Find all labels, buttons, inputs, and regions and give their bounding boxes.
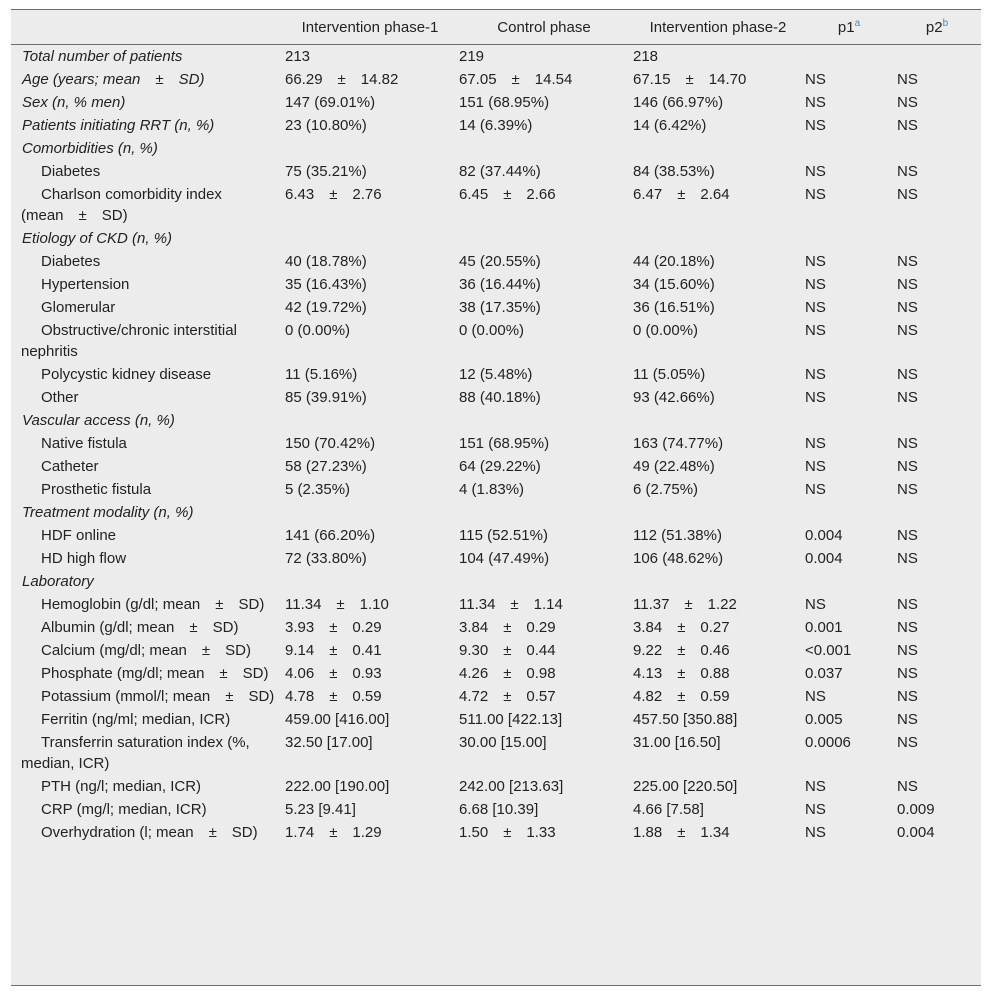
intervention-phase-2-value: 44 (20.18%) — [633, 253, 715, 270]
intervention-phase-2-value: 14 (6.42%) — [633, 117, 707, 134]
control-phase-value: 38 (17.35%) — [459, 299, 541, 316]
p1-value: 0.001 — [805, 619, 843, 636]
p2-value: 0.009 — [897, 801, 935, 818]
footnote-a-link[interactable]: a — [854, 17, 861, 29]
row-label: Diabetes — [41, 253, 101, 270]
row-label: Polycystic kidney disease — [41, 366, 212, 383]
table-row — [11, 455, 981, 478]
p2-value: NS — [897, 665, 918, 682]
p2-value — [893, 501, 981, 524]
control-phase-value: 12 (5.48%) — [459, 366, 533, 383]
intervention-phase-1-value: 66.29 ± 14.82 — [285, 71, 399, 88]
table-row — [11, 183, 981, 227]
intervention-phase-2-value: 9.22 ± 0.46 — [633, 642, 730, 659]
header-label — [11, 10, 283, 45]
intervention-phase-2-value: 3.84 ± 0.27 — [633, 619, 730, 636]
p1-value: NS — [805, 596, 826, 613]
intervention-phase-2-value: 93 (42.66%) — [633, 389, 715, 406]
intervention-phase-2-value: 0 (0.00%) — [633, 322, 699, 339]
p2-value: NS — [897, 276, 918, 293]
p2-value: NS — [897, 481, 918, 498]
header-p1 — [805, 10, 893, 45]
p2-value — [893, 137, 981, 160]
table-row — [11, 708, 981, 731]
control-phase-value — [457, 227, 631, 250]
p2-value: NS — [897, 253, 918, 270]
row-label: Laboratory — [22, 573, 94, 590]
control-phase-value: 151 (68.95%) — [459, 94, 550, 111]
intervention-phase-1-value — [283, 137, 457, 160]
p1-value: NS — [805, 117, 826, 134]
intervention-phase-2-value: 106 (48.62%) — [633, 550, 724, 567]
intervention-phase-1-value: 213 — [285, 48, 311, 65]
data-table-panel — [11, 9, 981, 986]
header-intervention-phase-1: Intervention phase-1 — [283, 10, 457, 45]
header-control-phase: Control phase — [457, 10, 631, 45]
p2-value — [893, 227, 981, 250]
table-row — [11, 798, 981, 821]
row-label: Transferrin saturation index (%, median, ICR) — [21, 734, 250, 772]
p1-value: NS — [805, 253, 826, 270]
p2-value: NS — [897, 642, 918, 659]
p1-value: NS — [805, 801, 826, 818]
p2-value: NS — [897, 596, 918, 613]
intervention-phase-2-value: 11.37 ± 1.22 — [633, 596, 737, 613]
intervention-phase-1-value: 459.00 [416.00] — [285, 711, 390, 728]
control-phase-value: 6.68 [10.39] — [459, 801, 539, 818]
table-row — [11, 478, 981, 501]
table-row — [11, 570, 981, 593]
row-label: Phosphate (mg/dl; mean ± SD) — [41, 665, 269, 682]
row-label: Etiology of CKD (n, %) — [22, 230, 173, 247]
control-phase-value: 242.00 [213.63] — [459, 778, 564, 795]
intervention-phase-1-value: 58 (27.23%) — [285, 458, 367, 475]
intervention-phase-1-value: 6.43 ± 2.76 — [285, 186, 382, 203]
control-phase-value — [457, 409, 631, 432]
row-label: Patients initiating RRT (n, %) — [22, 117, 215, 134]
p1-value: NS — [805, 458, 826, 475]
intervention-phase-1-value: 9.14 ± 0.41 — [285, 642, 382, 659]
row-label: Vascular access (n, %) — [22, 412, 175, 429]
intervention-phase-1-value: 11 (5.16%) — [285, 366, 358, 383]
intervention-phase-2-value: 163 (74.77%) — [633, 435, 724, 452]
intervention-phase-1-value: 4.78 ± 0.59 — [285, 688, 382, 705]
p1-value — [805, 227, 893, 250]
intervention-phase-1-value: 23 (10.80%) — [285, 117, 367, 134]
intervention-phase-1-value: 5 (2.35%) — [285, 481, 351, 498]
p1-value: NS — [805, 824, 826, 841]
row-label: Catheter — [41, 458, 99, 475]
p2-value: NS — [897, 366, 918, 383]
intervention-phase-1-value: 150 (70.42%) — [285, 435, 376, 452]
intervention-phase-2-value: 11 (5.05%) — [633, 366, 706, 383]
table-row — [11, 227, 981, 250]
table-row — [11, 296, 981, 319]
row-label: Prosthetic fistula — [41, 481, 152, 498]
intervention-phase-2-value: 49 (22.48%) — [633, 458, 715, 475]
row-label: HDF online — [41, 527, 117, 544]
p1-value: NS — [805, 163, 826, 180]
control-phase-value: 4.72 ± 0.57 — [459, 688, 556, 705]
p2-value — [893, 570, 981, 593]
p1-value — [805, 409, 893, 432]
intervention-phase-1-value: 72 (33.80%) — [285, 550, 367, 567]
p2-value: NS — [897, 94, 918, 111]
intervention-phase-1-value — [283, 501, 457, 524]
control-phase-value — [457, 137, 631, 160]
p1-value: <0.001 — [805, 642, 852, 659]
control-phase-value: 6.45 ± 2.66 — [459, 186, 556, 203]
p1-value: NS — [805, 299, 826, 316]
intervention-phase-2-value: 4.13 ± 0.88 — [633, 665, 730, 682]
row-label: Obstructive/chronic interstitial nephritis — [21, 322, 237, 360]
p1-value: NS — [805, 322, 826, 339]
control-phase-value: 67.05 ± 14.54 — [459, 71, 573, 88]
p1-value — [805, 137, 893, 160]
intervention-phase-2-value: 84 (38.53%) — [633, 163, 715, 180]
p1-value: NS — [805, 186, 826, 203]
intervention-phase-1-value — [283, 227, 457, 250]
table-row — [11, 821, 981, 844]
control-phase-value: 1.50 ± 1.33 — [459, 824, 556, 841]
row-label: Native fistula — [41, 435, 127, 452]
intervention-phase-2-value — [631, 570, 805, 593]
header-p2-label: p2 — [925, 18, 943, 36]
p2-value: NS — [897, 711, 918, 728]
row-label: HD high flow — [41, 550, 127, 567]
intervention-phase-2-value: 6.47 ± 2.64 — [633, 186, 730, 203]
table-body — [11, 45, 981, 845]
table-row — [11, 685, 981, 708]
table-row — [11, 273, 981, 296]
intervention-phase-2-value — [631, 137, 805, 160]
control-phase-value: 9.30 ± 0.44 — [459, 642, 556, 659]
header-intervention-phase-2: Intervention phase-2 — [631, 10, 805, 45]
intervention-phase-2-value: 146 (66.97%) — [633, 94, 724, 111]
intervention-phase-2-value: 225.00 [220.50] — [633, 778, 738, 795]
row-label: Potassium (mmol/l; mean ± SD) — [41, 688, 275, 705]
patient-characteristics-table — [11, 10, 981, 844]
intervention-phase-1-value: 222.00 [190.00] — [285, 778, 390, 795]
p2-value: NS — [897, 550, 918, 567]
table-row — [11, 137, 981, 160]
control-phase-value: 511.00 [422.13] — [459, 711, 563, 728]
row-label: Ferritin (ng/ml; median, ICR) — [41, 711, 231, 728]
control-phase-value: 45 (20.55%) — [459, 253, 541, 270]
p1-value: NS — [805, 276, 826, 293]
control-phase-value: 36 (16.44%) — [459, 276, 541, 293]
intervention-phase-2-value: 4.66 [7.58] — [633, 801, 704, 818]
table-row — [11, 409, 981, 432]
intervention-phase-2-value — [631, 227, 805, 250]
control-phase-value: 219 — [459, 48, 485, 65]
p2-value — [893, 45, 981, 69]
p1-value: NS — [805, 71, 826, 88]
p2-value: NS — [897, 435, 918, 452]
intervention-phase-1-value: 141 (66.20%) — [285, 527, 376, 544]
intervention-phase-2-value: 34 (15.60%) — [633, 276, 715, 293]
intervention-phase-2-value: 31.00 [16.50] — [633, 734, 721, 751]
control-phase-value: 0 (0.00%) — [459, 322, 525, 339]
row-label: Comorbidities (n, %) — [22, 140, 158, 157]
p2-value: NS — [897, 322, 918, 339]
row-label: Total number of patients — [22, 48, 183, 65]
intervention-phase-1-value: 0 (0.00%) — [285, 322, 351, 339]
row-label: Diabetes — [41, 163, 101, 180]
intervention-phase-2-value: 67.15 ± 14.70 — [633, 71, 747, 88]
row-label: Overhydration (l; mean ± SD) — [41, 824, 258, 841]
control-phase-value — [457, 501, 631, 524]
header-p2 — [893, 10, 981, 45]
row-label: PTH (ng/l; median, ICR) — [41, 778, 202, 795]
table-row — [11, 639, 981, 662]
intervention-phase-1-value: 75 (35.21%) — [285, 163, 367, 180]
table-row — [11, 432, 981, 455]
p2-value: NS — [897, 734, 918, 751]
control-phase-value: 82 (37.44%) — [459, 163, 541, 180]
intervention-phase-1-value — [283, 409, 457, 432]
intervention-phase-1-value: 11.34 ± 1.10 — [285, 596, 389, 613]
table-row — [11, 91, 981, 114]
control-phase-value: 104 (47.49%) — [459, 550, 550, 567]
table-row — [11, 501, 981, 524]
row-label: Glomerular — [41, 299, 116, 316]
row-label: Hypertension — [41, 276, 130, 293]
p1-value: NS — [805, 94, 826, 111]
header-p1-label: p1 — [837, 18, 855, 36]
intervention-phase-2-value — [631, 409, 805, 432]
row-label: Treatment modality (n, %) — [22, 504, 194, 521]
intervention-phase-1-value: 85 (39.91%) — [285, 389, 367, 406]
intervention-phase-1-value: 42 (19.72%) — [285, 299, 367, 316]
control-phase-value: 11.34 ± 1.14 — [459, 596, 563, 613]
intervention-phase-2-value: 218 — [633, 48, 659, 65]
footnote-b-link[interactable]: b — [942, 17, 949, 29]
intervention-phase-2-value: 36 (16.51%) — [633, 299, 715, 316]
row-label: Albumin (g/dl; mean ± SD) — [41, 619, 239, 636]
p2-value: NS — [897, 619, 918, 636]
table-row — [11, 114, 981, 137]
intervention-phase-1-value: 1.74 ± 1.29 — [285, 824, 382, 841]
row-label: Charlson comorbidity index (mean ± SD) — [21, 186, 222, 224]
p1-value — [805, 570, 893, 593]
intervention-phase-1-value — [283, 570, 457, 593]
row-label: Age (years; mean ± SD) — [22, 71, 205, 88]
p2-value: NS — [897, 186, 918, 203]
p2-value — [893, 409, 981, 432]
p1-value: NS — [805, 778, 826, 795]
p1-value: NS — [805, 366, 826, 383]
intervention-phase-1-value: 32.50 [17.00] — [285, 734, 373, 751]
table-row — [11, 731, 981, 775]
p2-value: NS — [897, 389, 918, 406]
table-row — [11, 45, 981, 69]
row-label: Calcium (mg/dl; mean ± SD) — [41, 642, 251, 659]
table-row — [11, 547, 981, 570]
control-phase-value: 4 (1.83%) — [459, 481, 525, 498]
control-phase-value: 115 (52.51%) — [459, 527, 548, 544]
table-header-row — [11, 10, 981, 45]
p2-value: NS — [897, 117, 918, 134]
p2-value: NS — [897, 458, 918, 475]
p2-value: NS — [897, 163, 918, 180]
p2-value: NS — [897, 778, 918, 795]
table-row — [11, 775, 981, 798]
row-label: CRP (mg/l; median, ICR) — [41, 801, 207, 818]
p1-value: NS — [805, 435, 826, 452]
control-phase-value: 30.00 [15.00] — [459, 734, 547, 751]
intervention-phase-1-value: 40 (18.78%) — [285, 253, 367, 270]
table-row — [11, 593, 981, 616]
p1-value: NS — [805, 481, 826, 498]
p2-value: NS — [897, 299, 918, 316]
control-phase-value: 151 (68.95%) — [459, 435, 550, 452]
intervention-phase-2-value — [631, 501, 805, 524]
intervention-phase-1-value: 3.93 ± 0.29 — [285, 619, 382, 636]
control-phase-value: 88 (40.18%) — [459, 389, 541, 406]
p2-value: NS — [897, 688, 918, 705]
p1-value: 0.037 — [805, 665, 843, 682]
p1-value: 0.0006 — [805, 734, 851, 751]
p1-value — [805, 501, 893, 524]
table-row — [11, 319, 981, 363]
p1-value: 0.005 — [805, 711, 843, 728]
intervention-phase-2-value: 4.82 ± 0.59 — [633, 688, 730, 705]
row-label: Hemoglobin (g/dl; mean ± SD) — [41, 596, 265, 613]
intervention-phase-1-value: 35 (16.43%) — [285, 276, 367, 293]
p1-value: NS — [805, 688, 826, 705]
table-row — [11, 524, 981, 547]
intervention-phase-1-value: 4.06 ± 0.93 — [285, 665, 382, 682]
table-row — [11, 250, 981, 273]
p1-value: 0.004 — [805, 550, 843, 567]
intervention-phase-2-value: 1.88 ± 1.34 — [633, 824, 730, 841]
intervention-phase-2-value: 6 (2.75%) — [633, 481, 699, 498]
p1-value — [805, 45, 893, 69]
row-label: Other — [41, 389, 79, 406]
intervention-phase-2-value: 112 (51.38%) — [633, 527, 722, 544]
table-row — [11, 386, 981, 409]
p1-value: 0.004 — [805, 527, 843, 544]
table-row — [11, 68, 981, 91]
control-phase-value: 3.84 ± 0.29 — [459, 619, 556, 636]
intervention-phase-2-value: 457.50 [350.88] — [633, 711, 738, 728]
row-label: Sex (n, % men) — [22, 94, 126, 111]
table-row — [11, 616, 981, 639]
control-phase-value: 4.26 ± 0.98 — [459, 665, 556, 682]
p2-value: NS — [897, 527, 918, 544]
control-phase-value: 14 (6.39%) — [459, 117, 533, 134]
control-phase-value — [457, 570, 631, 593]
p1-value: NS — [805, 389, 826, 406]
intervention-phase-1-value: 5.23 [9.41] — [285, 801, 356, 818]
table-row — [11, 363, 981, 386]
p2-value: NS — [897, 71, 918, 88]
table-row — [11, 662, 981, 685]
table-row — [11, 160, 981, 183]
control-phase-value: 64 (29.22%) — [459, 458, 541, 475]
intervention-phase-1-value: 147 (69.01%) — [285, 94, 376, 111]
p2-value: 0.004 — [897, 824, 935, 841]
